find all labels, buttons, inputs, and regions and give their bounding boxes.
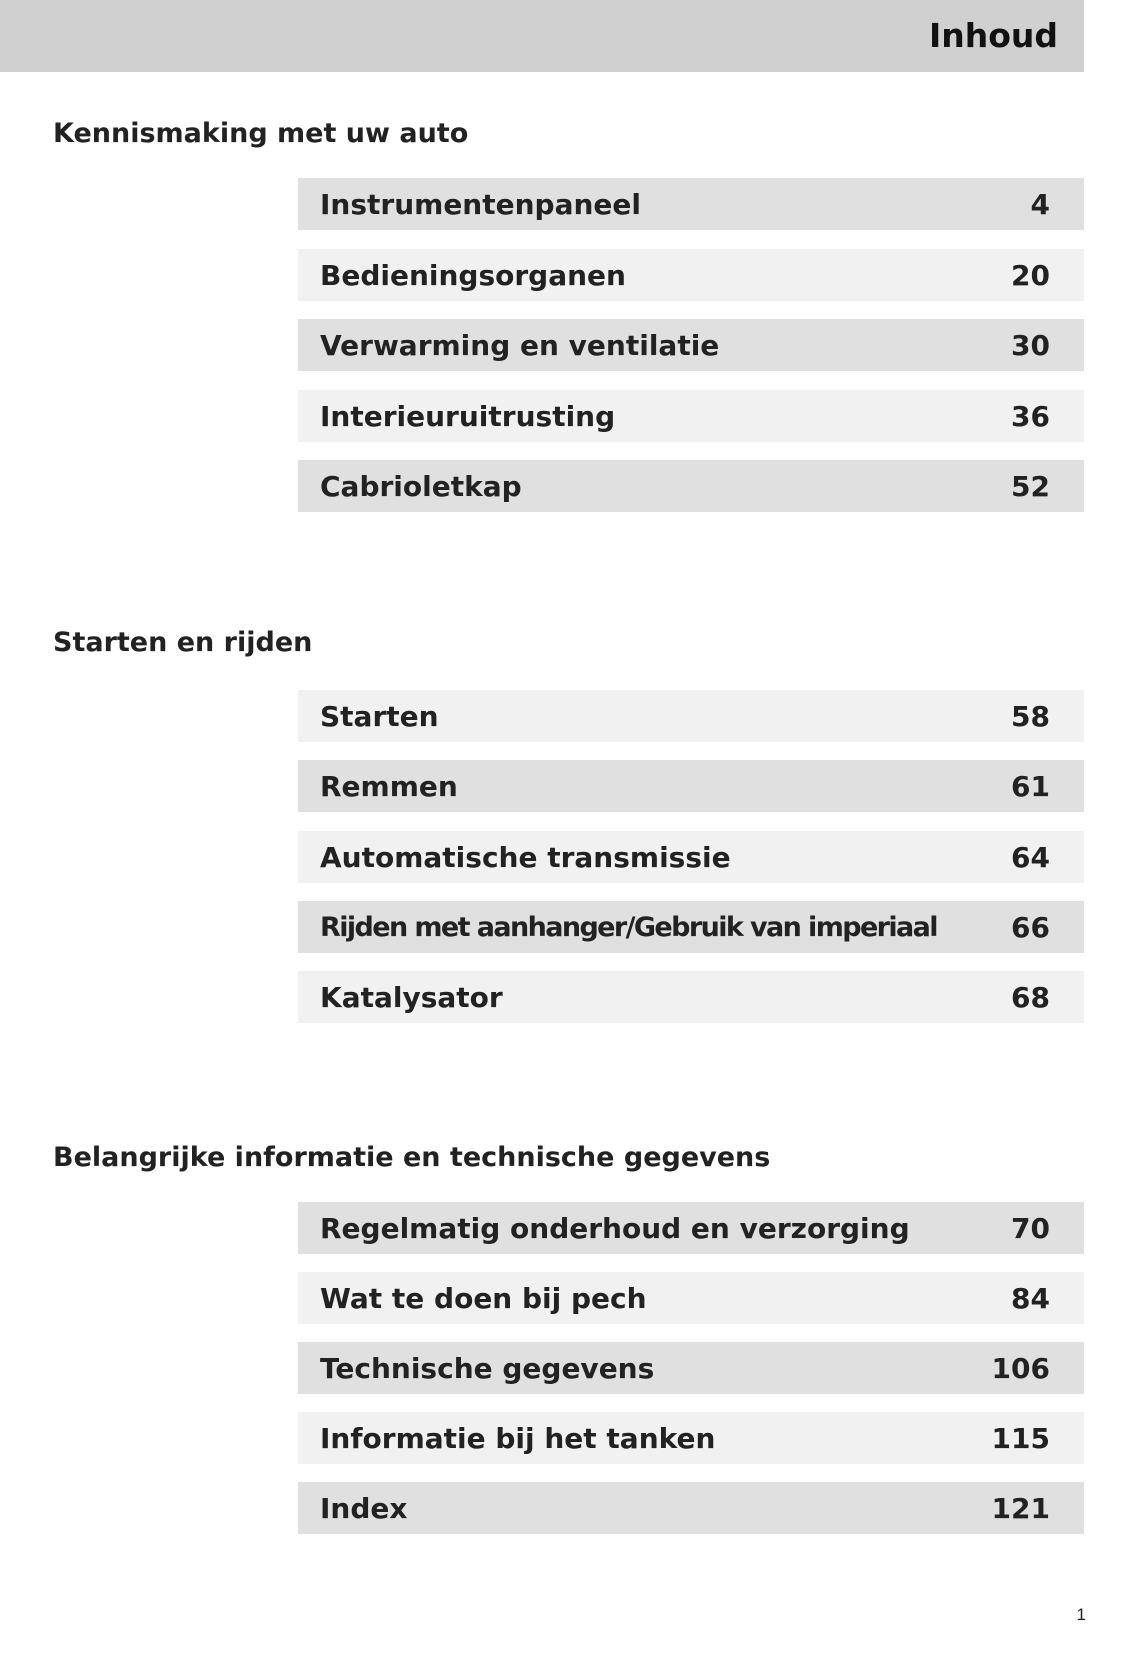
toc-item[interactable] bbox=[298, 690, 1084, 742]
toc-item-page: 64 bbox=[1011, 840, 1050, 874]
toc-item[interactable] bbox=[298, 831, 1084, 883]
toc-item-page: 61 bbox=[1011, 769, 1050, 803]
toc-item-label: Katalysator bbox=[320, 980, 503, 1014]
toc-item-page: 30 bbox=[1011, 328, 1050, 362]
toc-item-label: Interieuruitrusting bbox=[320, 399, 616, 433]
toc-item[interactable] bbox=[298, 901, 1084, 953]
toc-item-label: Starten bbox=[320, 699, 439, 733]
toc-item[interactable] bbox=[298, 319, 1084, 371]
toc-item[interactable] bbox=[298, 1272, 1084, 1324]
toc-item-label: Rijden met aanhanger/Gebruik van imperiaal bbox=[320, 911, 937, 943]
toc-item-page: 68 bbox=[1011, 980, 1050, 1014]
toc-item[interactable] bbox=[298, 760, 1084, 812]
toc-item-page: 106 bbox=[991, 1351, 1050, 1385]
toc-item-page: 58 bbox=[1011, 699, 1050, 733]
toc-item-page: 20 bbox=[1011, 258, 1050, 292]
toc-item[interactable] bbox=[298, 971, 1084, 1023]
toc-item[interactable] bbox=[298, 178, 1084, 230]
toc-item-label: Remmen bbox=[320, 769, 458, 803]
toc-item-page: 121 bbox=[991, 1491, 1050, 1525]
toc-item[interactable] bbox=[298, 249, 1084, 301]
toc-item-label: Wat te doen bij pech bbox=[320, 1281, 647, 1315]
toc-item-label: Automatische transmissie bbox=[320, 840, 731, 874]
toc-item-page: 52 bbox=[1011, 469, 1050, 503]
page-number: 1 bbox=[1076, 1605, 1086, 1624]
toc-item-label: Index bbox=[320, 1491, 408, 1525]
toc-item-label: Cabrioletkap bbox=[320, 469, 522, 503]
toc-item-page: 36 bbox=[1011, 399, 1050, 433]
toc-item-label: Informatie bij het tanken bbox=[320, 1421, 716, 1455]
toc-item[interactable] bbox=[298, 1342, 1084, 1394]
section-title-kennismaking: Kennismaking met uw auto bbox=[53, 118, 469, 149]
toc-item-page: 115 bbox=[991, 1421, 1050, 1455]
section-title-starten: Starten en rijden bbox=[53, 627, 313, 658]
toc-item-label: Technische gegevens bbox=[320, 1351, 655, 1385]
section-title-belangrijke-informatie: Belangrijke informatie en technische gegevens bbox=[53, 1142, 771, 1173]
toc-item[interactable] bbox=[298, 1202, 1084, 1254]
toc-item-page: 70 bbox=[1011, 1211, 1050, 1245]
header-bar bbox=[0, 0, 1084, 72]
page-title: Inhoud bbox=[928, 16, 1058, 55]
toc-item-page: 4 bbox=[1030, 187, 1050, 221]
toc-item[interactable] bbox=[298, 460, 1084, 512]
toc-item-label: Bedieningsorganen bbox=[320, 258, 626, 292]
toc-item-page: 84 bbox=[1011, 1281, 1050, 1315]
toc-item-label: Regelmatig onderhoud en verzorging bbox=[320, 1211, 910, 1245]
toc-item-label: Verwarming en ventilatie bbox=[320, 328, 720, 362]
toc-item[interactable] bbox=[298, 1482, 1084, 1534]
toc-item[interactable] bbox=[298, 1412, 1084, 1464]
toc-item[interactable] bbox=[298, 390, 1084, 442]
toc-item-label: Instrumentenpaneel bbox=[320, 187, 642, 221]
toc-item-page: 66 bbox=[1011, 910, 1050, 944]
